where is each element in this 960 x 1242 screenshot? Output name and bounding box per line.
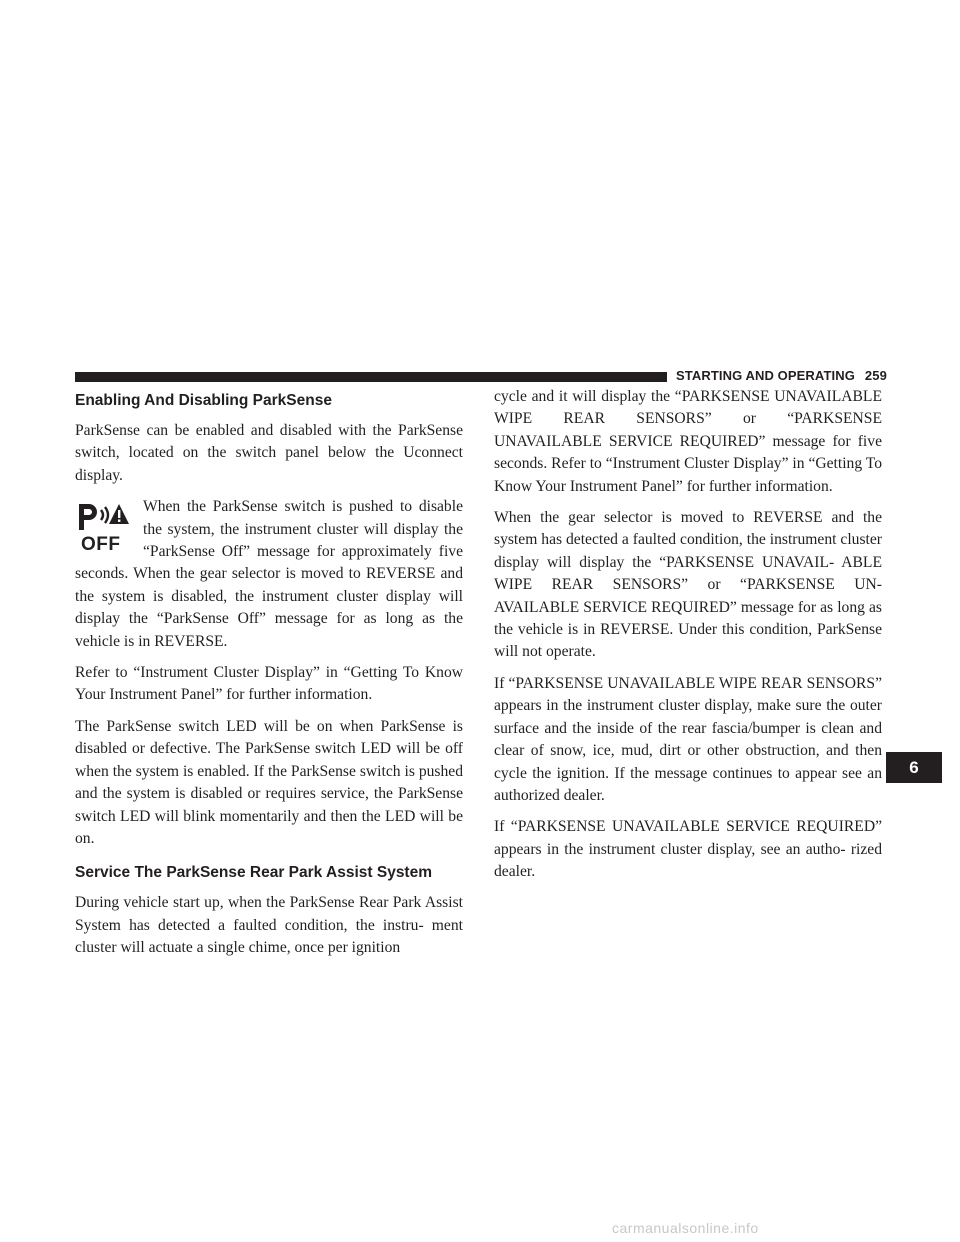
parksense-off-icon (75, 500, 131, 560)
running-header (676, 368, 887, 383)
paragraph: The ParkSense switch LED will be on when ParkSense is disabled or defective. The ParkSense switch LED will be off when the system is enabled. If the ParkSense switch is pushed and the system is disabled or requires service, the ParkSense switch LED will blink momentarily and then the LED will be on. (75, 717, 463, 847)
header-rule (75, 372, 667, 382)
chapter-tab: 6 (886, 752, 942, 783)
paragraph: cycle and it will display the “PARKSENSE UNAVAILABLE WIPE REAR SENSORS” or “PARKSENSE UNAVAILABLE SERVICE REQUIRED” message for five seconds. Refer to “Instrument Cluster Display” in “Getting To Know Your Instrument Panel” for further information. (494, 388, 882, 495)
right-column (494, 386, 882, 893)
paragraph: Refer to “Instrument Cluster Display” in “Getting To Know Your Instrument Panel” for further information. (75, 664, 463, 704)
parksense-symbol-icon (75, 500, 131, 534)
paragraph: ParkSense can be enabled and disabled with the ParkSense switch, located on the switch panel below the Uconnect display. (75, 422, 463, 484)
paragraph: If “PARKSENSE UNAVAILABLE WIPE REAR SENSORS” appears in the instrument cluster display, make sure the outer surface and the inside of the rear fascia/bumper is clean and clear of snow, ice, mud, dirt or other obstruction, and then cycle the ignition. If the message continues to appear see an authorized dealer. (494, 674, 882, 804)
icon-off-label: OFF (81, 534, 121, 556)
paragraph: During vehicle start up, when the ParkSense Rear Park Assist System has detected a faulted condition, the instru- ment cluster will actuate a single chime, once per ignition (75, 894, 463, 957)
icon-paragraph (75, 496, 463, 653)
heading-enabling-disabling: Enabling And Disabling ParkSense (75, 392, 332, 409)
section-title: STARTING AND OPERATING (676, 368, 855, 383)
heading-service-parksense: Service The ParkSense Rear Park Assist System (75, 864, 432, 882)
paragraph: When the ParkSense switch is pushed to disable the system, the instrument cluster will display the “ParkSense Off” message for approximately five seconds. When the gear selector is moved to REVERSE and the system is disabled, the instrument cluster display will display the “ParkSense Off” message for as long as the vehicle is in REVERSE. (75, 498, 463, 650)
left-column (75, 392, 463, 969)
paragraph: When the gear selector is moved to REVERSE and the system has detected a faulted condition, the instrument cluster display will display the “PARKSENSE UNAVAIL- ABLE WIPE REAR SENSORS” or “PARKSENSE UN- AVAILABLE SERVICE REQUIRED” message for as long as the vehicle is in REVERSE. Under this condition, ParkSense will not operate. (494, 509, 882, 661)
page-number: 259 (864, 368, 887, 383)
paragraph: If “PARKSENSE UNAVAILABLE SERVICE REQUIRED” appears in the instrument cluster display, see an autho- rized dealer. (494, 818, 882, 881)
watermark: carmanualsonline.info (612, 1220, 759, 1236)
